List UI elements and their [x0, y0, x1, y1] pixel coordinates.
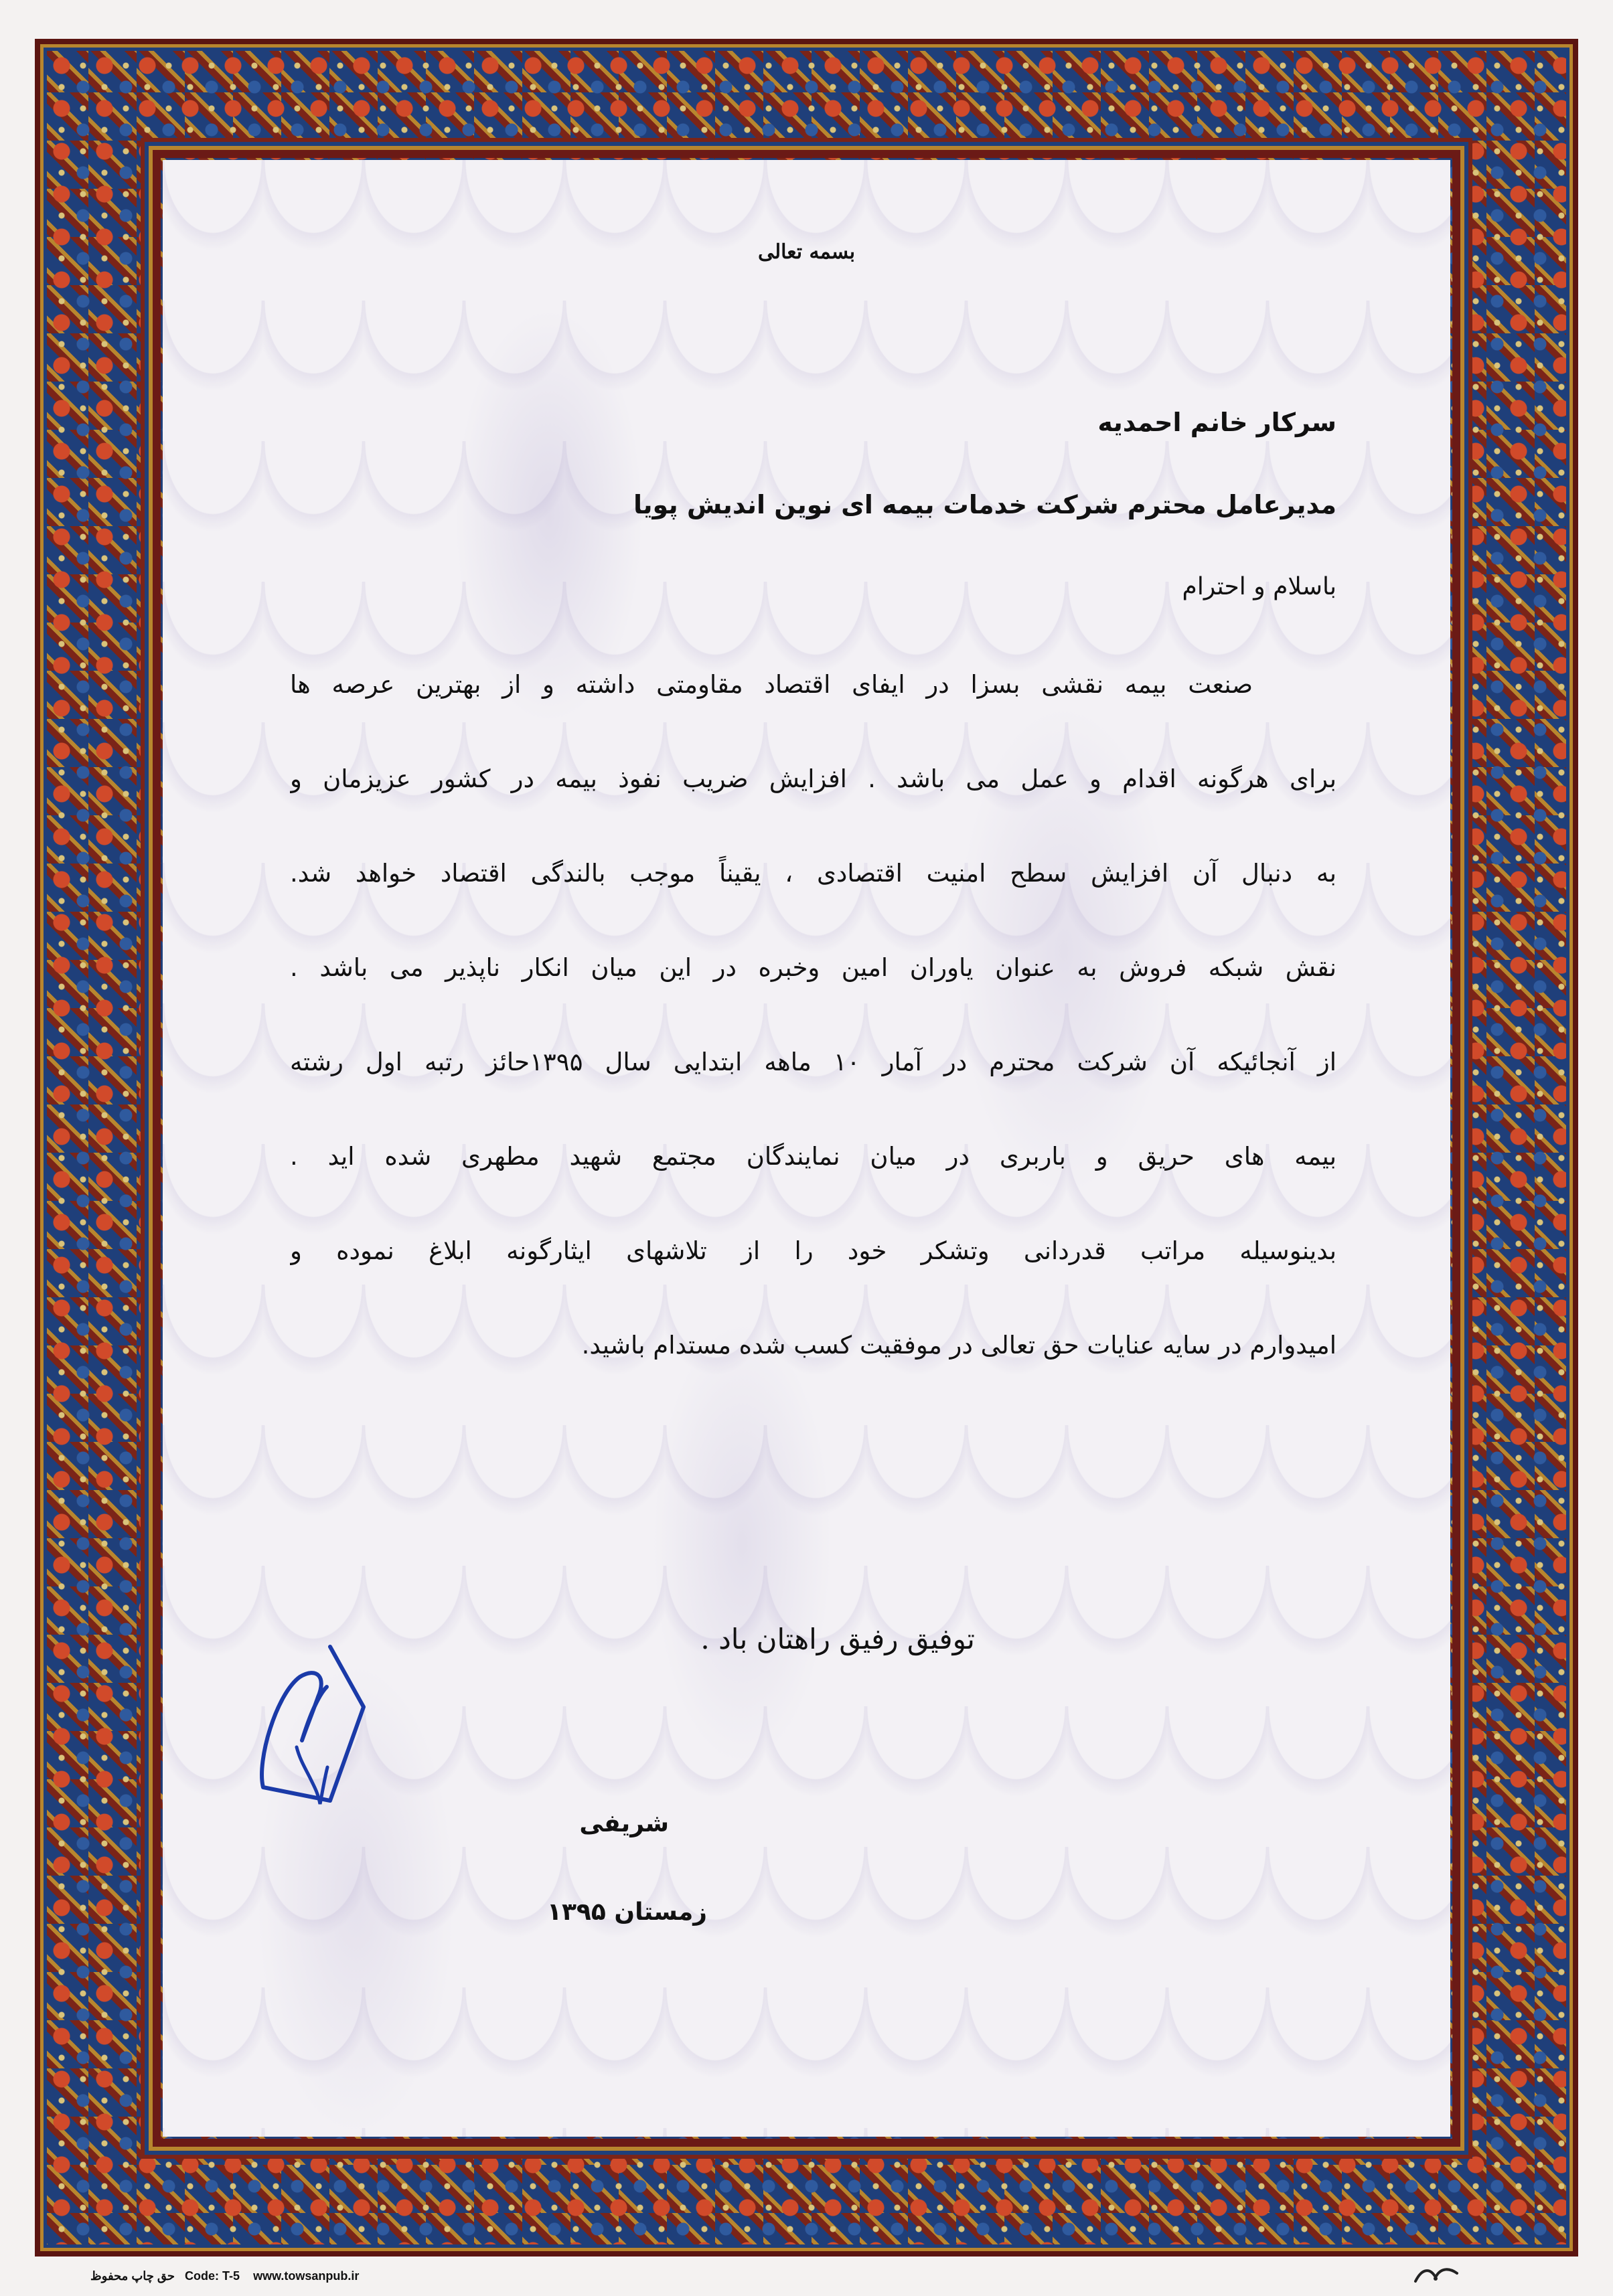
body-line: برای هرگونه اقدام و عمل می باشد . افزایش ضریب نفوذ بیمه در کشور عزیزمان و: [290, 764, 1336, 793]
copyright-notice: حق چاپ محفوظ: [90, 2269, 175, 2283]
addressee-title: مدیرعامل محترم شرکت خدمات بیمه ای نوین اندیش پویا: [633, 490, 1336, 519]
signer-name: شریفی: [579, 1810, 669, 1837]
body-line: نقش شبکه فروش به عنوان یاوران امین وخبره در این میان انکار ناپذیر می باشد .: [290, 953, 1336, 982]
body-line: امیدوارم در سایه عنایات حق تعالی در موفقیت کسب شده مستدام باشید.: [581, 1331, 1336, 1360]
body-line: بیمه های حریق و باربری در میان نمایندگان مجتمع شهید مطهری شده اید .: [290, 1142, 1336, 1171]
addressee-name: سرکار خانم احمدیه: [1097, 408, 1336, 437]
publisher-website: www.towsanpub.ir: [253, 2269, 360, 2283]
body-line: صنعت بیمه نقشی بسزا در ایفای اقتصاد مقاومتی داشته و از بهترین عرصه ها: [290, 670, 1253, 699]
publisher-logo-icon: [1413, 2261, 1461, 2285]
letter-date: زمستان ۱۳۹۵: [546, 1898, 707, 1926]
body-line: از آنجائیکه آن شرکت محترم در آمار ۱۰ ماهه ابتدایی سال ۱۳۹۵حائز رتبه اول رشته: [290, 1048, 1336, 1076]
print-code: [90, 2269, 359, 2283]
body-line: به دنبال آن افزایش سطح امنیت اقتصادی ، یقیناً موجب بالندگی اقتصاد خواهد شد.: [290, 859, 1336, 888]
product-code: Code: T-5: [185, 2269, 240, 2283]
letter-header: بسمه تعالی: [757, 240, 856, 264]
letter-paper: [163, 160, 1450, 2137]
handwritten-signature: [163, 1540, 417, 1821]
closing-line: توفیق رفیق راهتان باد .: [700, 1623, 975, 1655]
salutation: باسلام و احترام: [1182, 573, 1336, 600]
letter-body: [290, 661, 1336, 1416]
body-line: بدینوسیله مراتب قدردانی وتشکر خود را از تلاشهای ایثارگونه ابلاغ نموده و: [290, 1236, 1336, 1265]
